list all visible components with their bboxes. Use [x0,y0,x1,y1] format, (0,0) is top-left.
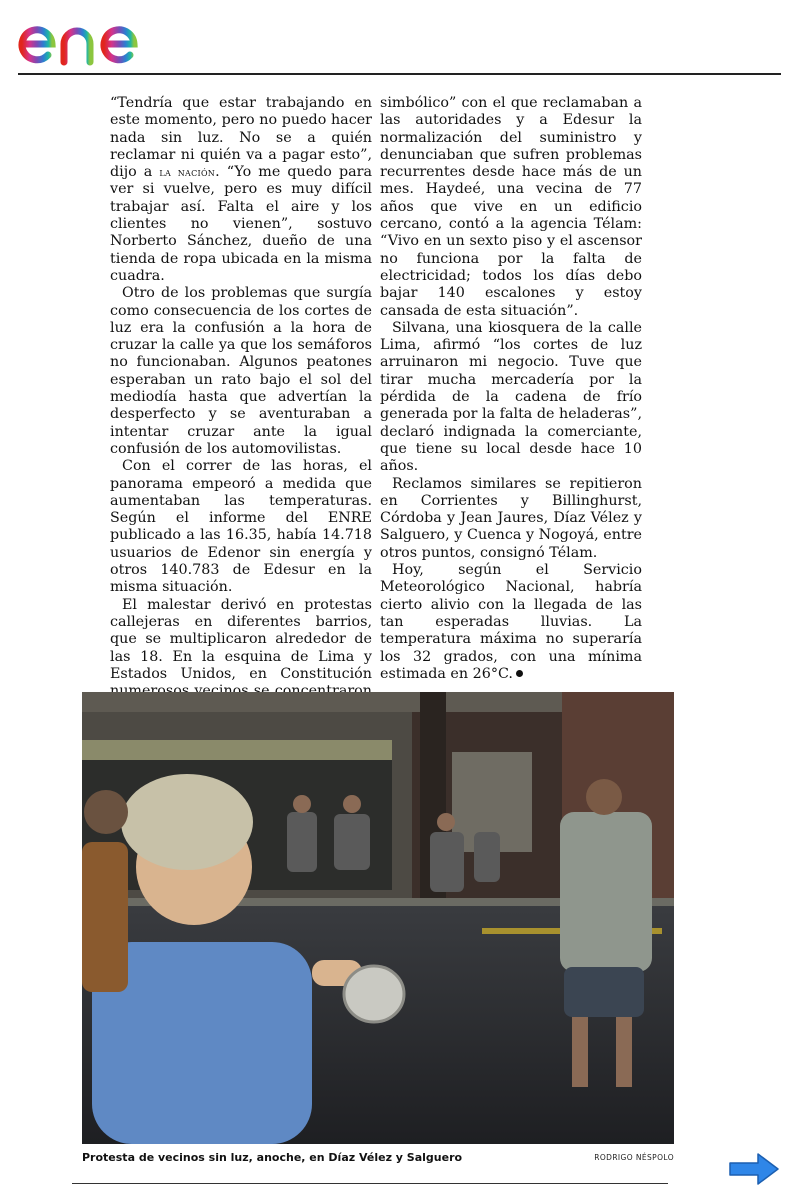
end-of-article-mark [516,670,523,677]
article-paragraph: Con el correr de las horas, el panorama empeoró a medida que aumentaban las temperaturas. Según el informe del ENRE publicado a las 16.35, había 14.718 usuarios de Edenor sin energía y otros 140.783 de Edesur en la misma situación. [110,458,372,596]
photo-caption: Protesta de vecinos sin luz, anoche, en Díaz Vélez y Salguero [82,1151,463,1164]
paragraph-text: Hoy, según el Servicio Meteorológico Nacional, habría cierto alivio con la llegada de las tan esperadas lluvias. La temperatura máxima no superaría los 32 grados, con una mínima estimada en 26°C. [380,562,642,682]
article-paragraph: Silvana, una kiosquera de la calle Lima, afirmó “los cortes de luz arruinaron mi negocio. Tuve que tirar mucha mercadería por la pérdida de la cadena de frío generada por la falta de heladeras”, declaró indignada la comerciante, que tiene su local desde hace 10 años. [380,319,642,475]
header-divider [18,73,781,75]
article-paragraph: simbólico” con el que reclamaban a las autoridades y a Edesur la normalización del suministro y denunciaban que sufren problemas recurrentes desde hace más de un mes. Haydeé, una vecina de 77 años que vive en un edificio cercano, contó a la agencia Télam: “Vivo en un sexto piso y el ascensor no funciona por la falta de electricidad; todos los días debo bajar 140 escalones y estoy cansada de esta situación”. [380,95,642,319]
article-column-left [110,95,372,718]
article-paragraph [110,95,372,285]
footer-divider [72,1183,668,1184]
article-paragraph: Otro de los problemas que surgía como consecuencia de los cortes de luz era la confusión a la hora de cruzar la calle ya que los semáforos no funcionaban. Algunos peatones esperaban un rato bajo el sol del mediodía hasta que advertían la desperfecto y se aventuraban a intentar cruzar ante la igual confusión de los automovilistas. [110,285,372,457]
protest-scene-illustration [82,692,674,1144]
page-header [0,0,800,76]
publication-name: la nación [159,165,216,180]
news-photo [82,692,674,1144]
paragraph-text: “Tendría que estar trabajando en este momento, pero no puedo hacer nada sin luz. No se a quién reclamar ni quién va a pagar esto”, dijo a [110,95,372,181]
article-paragraph [380,562,642,683]
arrow-right-icon[interactable] [728,1152,780,1186]
article-paragraph: El malestar derivó en protestas callejeras en diferentes barrios, que se multiplicaron alrededor de las 18. En la esquina de Lima y Estados Unidos, en Constitución [110,596,372,682]
paragraph-text: . “Yo me quedo para ver si vuelve, pero es muy difícil trabajar así. Falta el aire y los clientes no vienen”, sostuvo Norberto Sánchez, dueño de una tienda de ropa ubicada en la misma cuadra. [110,164,372,284]
article-column-right [380,95,642,683]
article-paragraph: Reclamos similares se repitieron en Corrientes y Billinghurst, Córdoba y Jean Jaures, Díaz Vélez y Salguero, y Cuenca y Nogoyá, entre otros puntos, consignó Télam. [380,475,642,561]
enel-logo[interactable] [18,6,180,66]
photo-credit: RODRIGO NÉSPOLO [594,1153,674,1162]
